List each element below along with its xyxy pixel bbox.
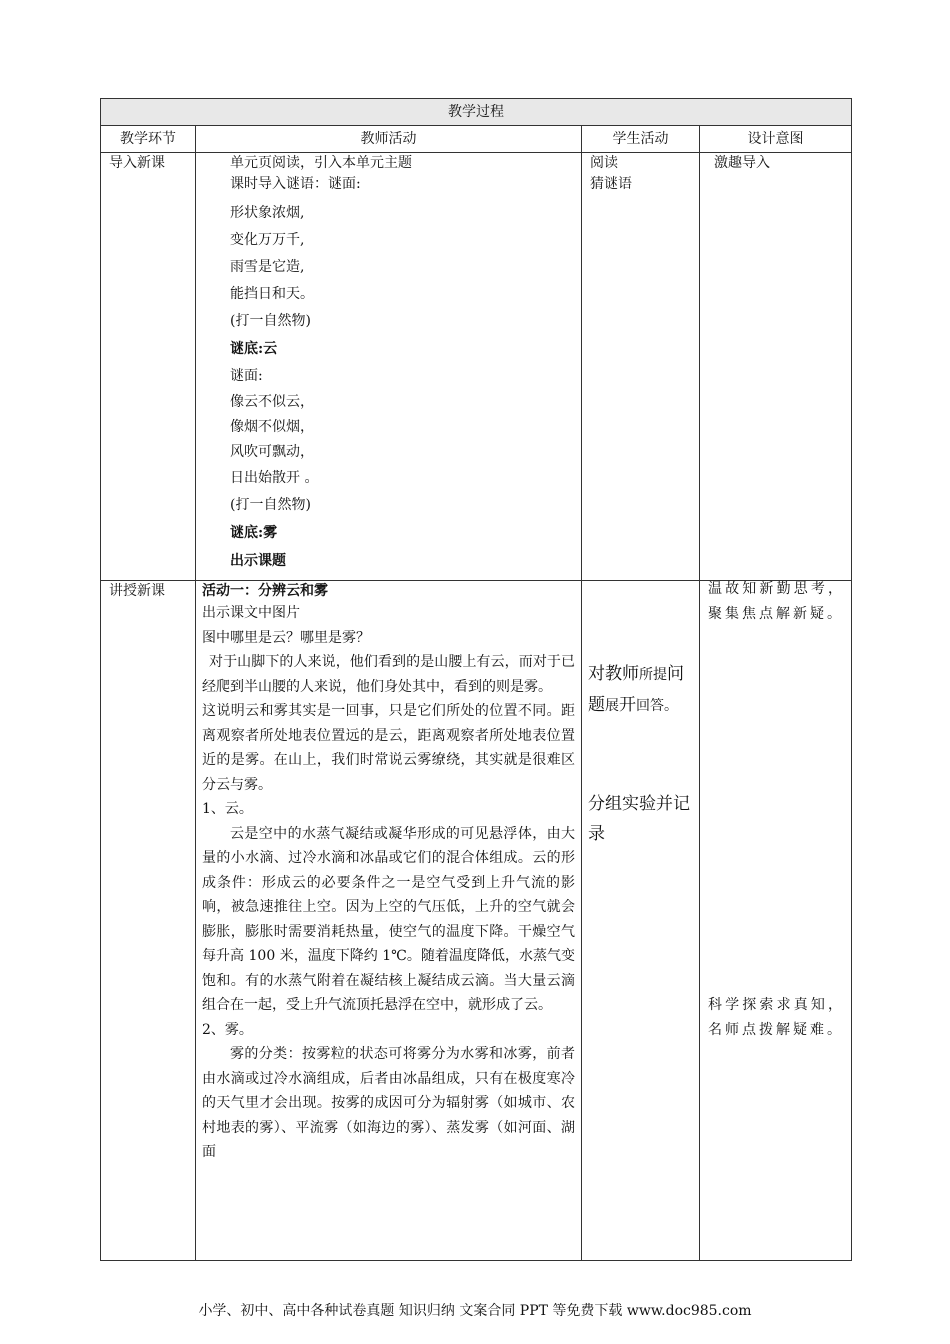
design-intent-intro xyxy=(700,153,852,581)
design-intent-1: 温故知新勤思考，聚集焦点解新疑。 xyxy=(708,581,845,622)
header-design: 设计意图 xyxy=(700,126,852,153)
paragraph: 对于山脚下的人来说，他们看到的是山腰上有云，而对于已经爬到半山腰的人来说，他们身处其中，看到的则是雾。 xyxy=(202,654,575,695)
table-title: 教学过程 xyxy=(101,99,852,126)
table-row-intro xyxy=(101,153,852,581)
table-title-row xyxy=(101,99,852,126)
text-line: 单元页阅读，引入本单元主题 xyxy=(230,155,412,171)
stage-intro: 导入新课 xyxy=(109,155,165,171)
paragraph: 1、云。 xyxy=(202,801,253,817)
show-lesson-title: 出示课题 xyxy=(230,553,286,569)
teacher-activity-intro xyxy=(196,153,582,581)
paragraph: 雾的分类：按雾粒的状态可将雾分为水雾和冰雾，前者由水滴或过冷水滴组成，后者由冰晶组成，只有在极度寒冷的天气里才会出现。按雾的成因可分为辐射雾（如城市、农村地表的雾）、平流雾（如海边的雾）、蒸发雾（如河面、湖面 xyxy=(202,1046,575,1160)
riddle-answer-fog: 谜底:雾 xyxy=(230,525,278,541)
text-line: 形状象浓烟, xyxy=(230,205,305,221)
teaching-process-table xyxy=(100,98,852,1261)
text-line: 像云不似云， xyxy=(230,394,314,410)
text-line: 变化万万千, xyxy=(230,232,305,248)
riddle-answer-cloud: 谜底:云 xyxy=(230,341,278,357)
table-row-new-lesson xyxy=(101,581,852,1261)
text-line: 雨雪是它造, xyxy=(230,259,305,275)
paragraph: 出示课文中图片 xyxy=(202,605,300,621)
paragraph: 这说明云和雾其实是一回事，只是它们所处的位置不同。距离观察者所处地表位置远的是云，距离观察者所处地表位置近的是雾。在山上，我们时常说云雾缭绕，其实就是很难区分云与雾。 xyxy=(202,703,575,793)
text-line: 像烟不似烟， xyxy=(230,419,314,435)
header-stage: 教学环节 xyxy=(101,126,196,153)
text-line: 猜谜语 xyxy=(590,176,632,192)
text-line: (打一自然物) xyxy=(230,313,311,329)
student-activity-new-lesson xyxy=(582,581,700,1261)
teacher-activity-new-lesson xyxy=(196,581,582,1261)
table-header-row xyxy=(101,126,852,153)
activity-heading: 活动一：分辨云和雾 xyxy=(202,583,328,599)
header-teacher: 教师活动 xyxy=(196,126,582,153)
text-line: 激趣导入 xyxy=(714,155,770,171)
design-intent-new-lesson xyxy=(700,581,852,1261)
text-line: (打一自然物) xyxy=(230,497,311,513)
paragraph: 图中哪里是云？哪里是雾？ xyxy=(202,629,370,646)
text-line: 能挡日和天。 xyxy=(230,286,314,302)
text-line: 谜面: xyxy=(230,368,263,384)
stage-new-lesson: 讲授新课 xyxy=(109,583,165,599)
paragraph: 2、雾。 xyxy=(202,1021,253,1038)
text-line: 风吹可飘动， xyxy=(230,444,314,460)
text-line: 日出始散开 。 xyxy=(230,470,319,486)
student-activity-intro xyxy=(582,153,700,581)
design-intent-2: 科学探索求真知，名师点拨解疑难。 xyxy=(708,997,845,1038)
text-line: 阅读 xyxy=(590,155,618,171)
page-footer: 小学、初中、高中各种试卷真题 知识归纳 文案合同 PPT 等免费下载 www.doc985.com xyxy=(198,1303,752,1319)
student-answer-note: 对教师所提问题展开回答。 xyxy=(588,664,684,715)
header-student: 学生活动 xyxy=(582,126,700,153)
text-line: 课时导入谜语：谜面: xyxy=(230,176,361,192)
student-experiment-note: 分组实验并记录 xyxy=(588,794,690,844)
paragraph: 云是空中的水蒸气凝结或凝华形成的可见悬浮体，由大量的小水滴、过冷水滴和冰晶或它们的混合体组成。云的形成条件：形成云的必要条件之一是空气受到上升气流的影响，被急速推往上空。因为上空的气压低，上升的空气就会膨胀，膨胀时需要消耗热量，使空气的温度下降。干燥空气每升高 100 米，温度下降约 1℃。随着温度降低，水蒸气变饱和。有的水蒸气附着在凝结核上凝结成云滴。当大量云滴组合在一起，受上升气流顶托悬浮在空中，就形成了云。 xyxy=(202,825,575,1013)
